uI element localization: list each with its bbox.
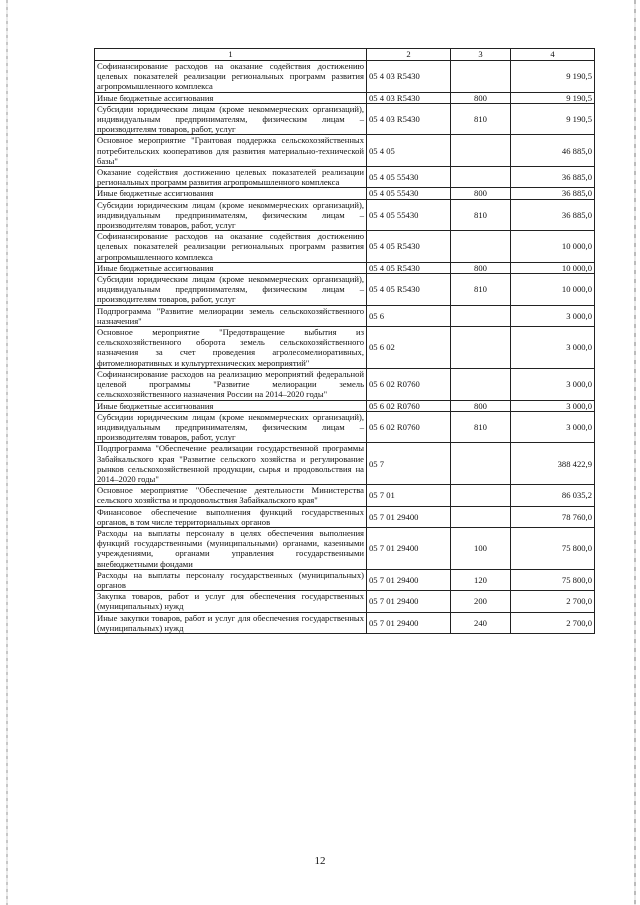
row-description: Основное мероприятие "Предотвращение выбытия из сельскохозяйственного оборота земель сельскохозяйственного назначения за счет проведения агролесомелиоративных, фитомелиоративных и культуртехнических мероприятий"	[95, 327, 367, 369]
row-amount: 3 000,0	[511, 411, 595, 443]
row-amount: 3 000,0	[511, 305, 595, 326]
row-amount: 36 885,0	[511, 199, 595, 231]
row-amount: 36 885,0	[511, 167, 595, 188]
row-code: 05 4 03 R5430	[367, 103, 451, 135]
row-amount: 10 000,0	[511, 231, 595, 263]
row-expense-type: 100	[451, 527, 511, 569]
row-expense-type: 800	[451, 400, 511, 411]
row-expense-type: 240	[451, 612, 511, 633]
row-amount: 3 000,0	[511, 400, 595, 411]
row-amount: 3 000,0	[511, 368, 595, 400]
header-col-1: 1	[95, 49, 367, 61]
row-expense-type: 810	[451, 274, 511, 306]
budget-table	[94, 48, 595, 634]
table-row	[95, 443, 595, 485]
table-row	[95, 199, 595, 231]
row-amount: 3 000,0	[511, 327, 595, 369]
row-expense-type	[451, 443, 511, 485]
row-expense-type: 810	[451, 103, 511, 135]
table-row	[95, 167, 595, 188]
page-number: 12	[314, 855, 326, 867]
row-description: Закупка товаров, работ и услуг для обеспечения государственных (муниципальных) нужд	[95, 591, 367, 612]
row-code: 05 4 05 55430	[367, 188, 451, 199]
table-row	[95, 327, 595, 369]
row-description: Подпрограмма "Обеспечение реализации государственной программы Забайкальского края "Развитие сельского хозяйства и регулирование рынков сельскохозяйственной продукции, сырья и продовольствия на 2014–2020 годы"	[95, 443, 367, 485]
row-expense-type	[451, 506, 511, 527]
row-expense-type: 200	[451, 591, 511, 612]
row-code: 05 4 05 R5430	[367, 231, 451, 263]
row-code: 05 4 05 55430	[367, 167, 451, 188]
table-row	[95, 368, 595, 400]
row-expense-type	[451, 305, 511, 326]
table-row	[95, 61, 595, 93]
row-description: Расходы на выплаты персоналу в целях обеспечения выполнения функций государственными (муниципальными) органами, казенными учреждениями, органами управления государственными внебюджетными фондами	[95, 527, 367, 569]
row-code: 05 6 02 R0760	[367, 368, 451, 400]
row-amount: 388 422,9	[511, 443, 595, 485]
row-expense-type	[451, 368, 511, 400]
row-code: 05 4 03 R5430	[367, 92, 451, 103]
row-description: Расходы на выплаты персоналу государственных (муниципальных) органов	[95, 569, 367, 590]
table-row	[95, 305, 595, 326]
row-expense-type	[451, 327, 511, 369]
table-row	[95, 274, 595, 306]
row-description: Иные бюджетные ассигнования	[95, 262, 367, 273]
row-description: Финансовое обеспечение выполнения функций государственных органов, в том числе территориальных органов	[95, 506, 367, 527]
header-col-3: 3	[451, 49, 511, 61]
row-expense-type: 120	[451, 569, 511, 590]
table-row	[95, 612, 595, 633]
row-amount: 10 000,0	[511, 274, 595, 306]
row-amount: 10 000,0	[511, 262, 595, 273]
row-description: Субсидии юридическим лицам (кроме некоммерческих организаций), индивидуальным предпринимателям, физическим лицам – производителям товаров, работ, услуг	[95, 103, 367, 135]
table-row	[95, 506, 595, 527]
row-amount: 46 885,0	[511, 135, 595, 167]
row-expense-type	[451, 231, 511, 263]
row-code: 05 6 02 R0760	[367, 400, 451, 411]
row-code: 05 4 05	[367, 135, 451, 167]
row-amount: 86 035,2	[511, 485, 595, 506]
row-amount: 78 760,0	[511, 506, 595, 527]
row-code: 05 6 02 R0760	[367, 411, 451, 443]
table-row	[95, 231, 595, 263]
header-col-2: 2	[367, 49, 451, 61]
budget-table-body	[95, 49, 595, 634]
row-expense-type: 810	[451, 411, 511, 443]
row-code: 05 7 01	[367, 485, 451, 506]
table-row	[95, 135, 595, 167]
row-description: Основное мероприятие "Обеспечение деятельности Министерства сельского хозяйства и продовольствия Забайкальского края"	[95, 485, 367, 506]
row-description: Иные закупки товаров, работ и услуг для обеспечения государственных (муниципальных) нужд	[95, 612, 367, 633]
row-amount: 75 800,0	[511, 569, 595, 590]
row-code: 05 6	[367, 305, 451, 326]
row-code: 05 4 05 R5430	[367, 274, 451, 306]
row-code: 05 7 01 29400	[367, 506, 451, 527]
scan-edge-left	[6, 0, 8, 905]
table-row	[95, 485, 595, 506]
row-code: 05 7 01 29400	[367, 612, 451, 633]
row-code: 05 7 01 29400	[367, 569, 451, 590]
row-expense-type	[451, 135, 511, 167]
row-description: Иные бюджетные ассигнования	[95, 92, 367, 103]
row-expense-type: 800	[451, 188, 511, 199]
table-header-row	[95, 49, 595, 61]
row-expense-type: 810	[451, 199, 511, 231]
row-description: Субсидии юридическим лицам (кроме некоммерческих организаций), индивидуальным предпринимателям, физическим лицам – производителям товаров, работ, услуг	[95, 274, 367, 306]
table-row	[95, 411, 595, 443]
row-expense-type: 800	[451, 262, 511, 273]
table-row	[95, 400, 595, 411]
row-amount: 36 885,0	[511, 188, 595, 199]
row-expense-type: 800	[451, 92, 511, 103]
row-amount: 2 700,0	[511, 612, 595, 633]
table-row	[95, 527, 595, 569]
row-expense-type	[451, 61, 511, 93]
row-description: Софинансирование расходов на оказание содействия достижению целевых показателей реализации региональных программ развития агропромышленного комплекса	[95, 231, 367, 263]
table-row	[95, 591, 595, 612]
row-amount: 9 190,5	[511, 61, 595, 93]
row-expense-type	[451, 485, 511, 506]
row-code: 05 7 01 29400	[367, 527, 451, 569]
row-code: 05 4 03 R5430	[367, 61, 451, 93]
row-code: 05 4 05 R5430	[367, 262, 451, 273]
row-code: 05 4 05 55430	[367, 199, 451, 231]
scan-edge-right	[634, 0, 636, 905]
table-row	[95, 92, 595, 103]
table-row	[95, 188, 595, 199]
row-description: Подпрограмма "Развитие мелиорации земель сельскохозяйственного назначения"	[95, 305, 367, 326]
row-amount: 9 190,5	[511, 103, 595, 135]
row-description: Иные бюджетные ассигнования	[95, 400, 367, 411]
row-code: 05 6 02	[367, 327, 451, 369]
row-description: Софинансирование расходов на оказание содействия достижению целевых показателей реализации региональных программ развития агропромышленного комплекса	[95, 61, 367, 93]
table-row	[95, 569, 595, 590]
row-description: Субсидии юридическим лицам (кроме некоммерческих организаций), индивидуальным предпринимателям, физическим лицам – производителям товаров, работ, услуг	[95, 199, 367, 231]
row-amount: 2 700,0	[511, 591, 595, 612]
row-description: Основное мероприятие "Грантовая поддержка сельскохозяйственных потребительских кооперативов для развития материально-технической базы"	[95, 135, 367, 167]
header-col-4: 4	[511, 49, 595, 61]
table-row	[95, 262, 595, 273]
row-description: Субсидии юридическим лицам (кроме некоммерческих организаций), индивидуальным предпринимателям, физическим лицам – производителям товаров, работ, услуг	[95, 411, 367, 443]
row-code: 05 7	[367, 443, 451, 485]
row-description: Иные бюджетные ассигнования	[95, 188, 367, 199]
row-amount: 75 800,0	[511, 527, 595, 569]
table-row	[95, 103, 595, 135]
row-description: Оказание содействия достижению целевых показателей реализации региональных программ развития агропромышленного комплекса	[95, 167, 367, 188]
row-amount: 9 190,5	[511, 92, 595, 103]
row-description: Софинансирование расходов на реализацию мероприятий федеральной целевой программы "Развитие мелиорации земель сельскохозяйственного назначения России на 2014–2020 годы"	[95, 368, 367, 400]
row-code: 05 7 01 29400	[367, 591, 451, 612]
row-expense-type	[451, 167, 511, 188]
